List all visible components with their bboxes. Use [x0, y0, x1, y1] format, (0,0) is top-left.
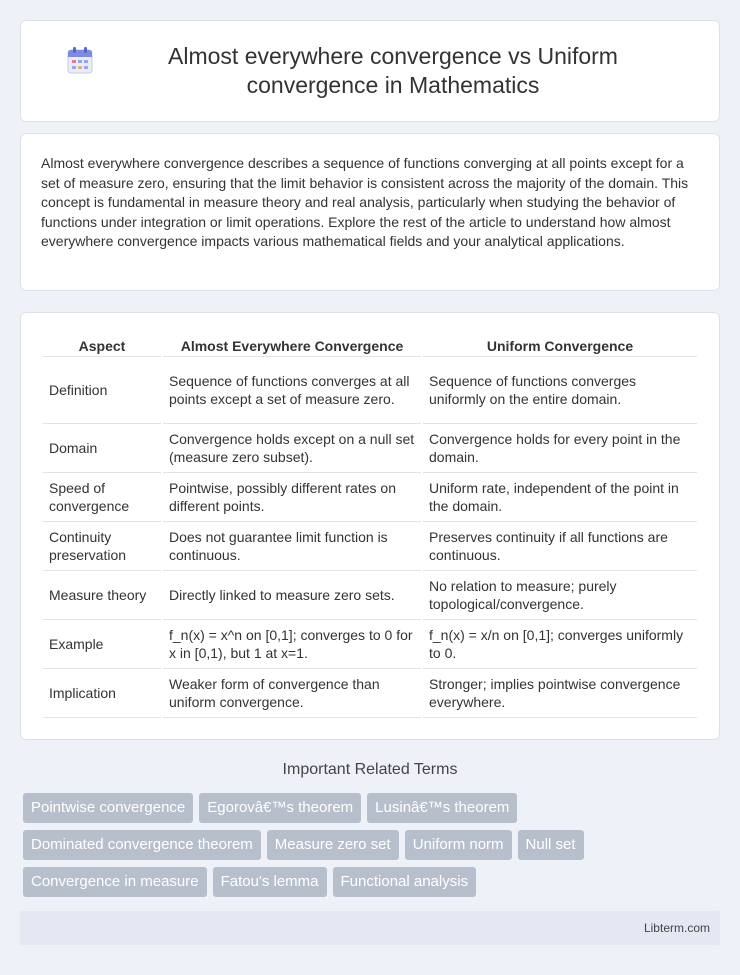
row-aspect: Continuity preservation: [43, 522, 161, 571]
table-row: [43, 424, 697, 473]
row-almost-everywhere: Convergence holds except on a null set (measure zero subset).: [163, 424, 421, 473]
row-almost-everywhere: f_n(x) = x^n on [0,1]; converges to 0 for x in [0,1), but 1 at x=1.: [163, 620, 421, 669]
table-row: [43, 571, 697, 620]
header-uniform: Uniform Convergence: [423, 333, 697, 357]
row-uniform: Convergence holds for every point in the domain.: [423, 424, 697, 473]
related-term-tag[interactable]: Uniform norm: [405, 830, 512, 860]
related-term-tag[interactable]: Measure zero set: [267, 830, 399, 860]
row-almost-everywhere: Weaker form of convergence than uniform convergence.: [163, 669, 421, 718]
table-row: [43, 357, 697, 424]
related-term-tag[interactable]: Egorovâ€™s theorem: [199, 793, 361, 823]
row-almost-everywhere: Directly linked to measure zero sets.: [163, 571, 421, 620]
row-uniform: Sequence of functions converges uniformly on the entire domain.: [423, 357, 697, 424]
calendar-icon: [67, 46, 93, 74]
row-aspect: Measure theory: [43, 571, 161, 620]
footer-site-link[interactable]: Libterm.com: [643, 921, 710, 935]
related-terms-list: [23, 793, 723, 897]
row-aspect: Domain: [43, 424, 161, 473]
row-uniform: No relation to measure; purely topological/convergence.: [423, 571, 697, 620]
related-term-tag[interactable]: Fatou's lemma: [213, 867, 327, 897]
row-uniform: Preserves continuity if all functions are continuous.: [423, 522, 697, 571]
row-aspect: Speed of convergence: [43, 473, 161, 522]
related-terms-heading: Important Related Terms: [282, 761, 458, 778]
header-card: [20, 20, 720, 122]
table-row: [43, 620, 697, 669]
table-row: [43, 669, 697, 718]
intro-paragraph: Almost everywhere convergence describes a sequence of functions converging at all points except for a set of measure zero, ensuring that the limit behavior is consistent across the majority of the domain. This concept is fundamental in measure theory and real analysis, particularly when studying the behavior of functions under integration or limit operations. Explore the rest of the article to understand how almost everywhere convergence impacts various mathematical fields and your analytical applications.: [41, 155, 689, 249]
comparison-card: [20, 312, 720, 740]
header-aspect: Aspect: [43, 333, 161, 357]
related-term-tag[interactable]: Lusinâ€™s theorem: [367, 793, 517, 823]
comparison-table: [41, 333, 699, 718]
related-term-tag[interactable]: Pointwise convergence: [23, 793, 193, 823]
row-uniform: Uniform rate, independent of the point in the domain.: [423, 473, 697, 522]
row-aspect: Definition: [43, 357, 161, 424]
row-aspect: Implication: [43, 669, 161, 718]
row-almost-everywhere: Pointwise, possibly different rates on different points.: [163, 473, 421, 522]
row-aspect: Example: [43, 620, 161, 669]
related-term-tag[interactable]: Convergence in measure: [23, 867, 207, 897]
row-uniform: Stronger; implies pointwise convergence everywhere.: [423, 669, 697, 718]
header: [21, 21, 719, 121]
row-almost-everywhere: Sequence of functions converges at all points except a set of measure zero.: [163, 357, 421, 424]
related-term-tag[interactable]: Dominated convergence theorem: [23, 830, 261, 860]
footer: [20, 911, 720, 945]
table-row: [43, 473, 697, 522]
row-uniform: f_n(x) = x/n on [0,1]; converges uniformly to 0.: [423, 620, 697, 669]
intro-card: [20, 133, 720, 291]
table-header-row: [43, 333, 697, 357]
related-term-tag[interactable]: Null set: [518, 830, 584, 860]
page-title: Almost everywhere convergence vs Uniform convergence in Mathematics: [168, 43, 618, 98]
row-almost-everywhere: Does not guarantee limit function is continuous.: [163, 522, 421, 571]
table-row: [43, 522, 697, 571]
header-almost-everywhere: Almost Everywhere Convergence: [163, 333, 421, 357]
related-term-tag[interactable]: Functional analysis: [333, 867, 477, 897]
